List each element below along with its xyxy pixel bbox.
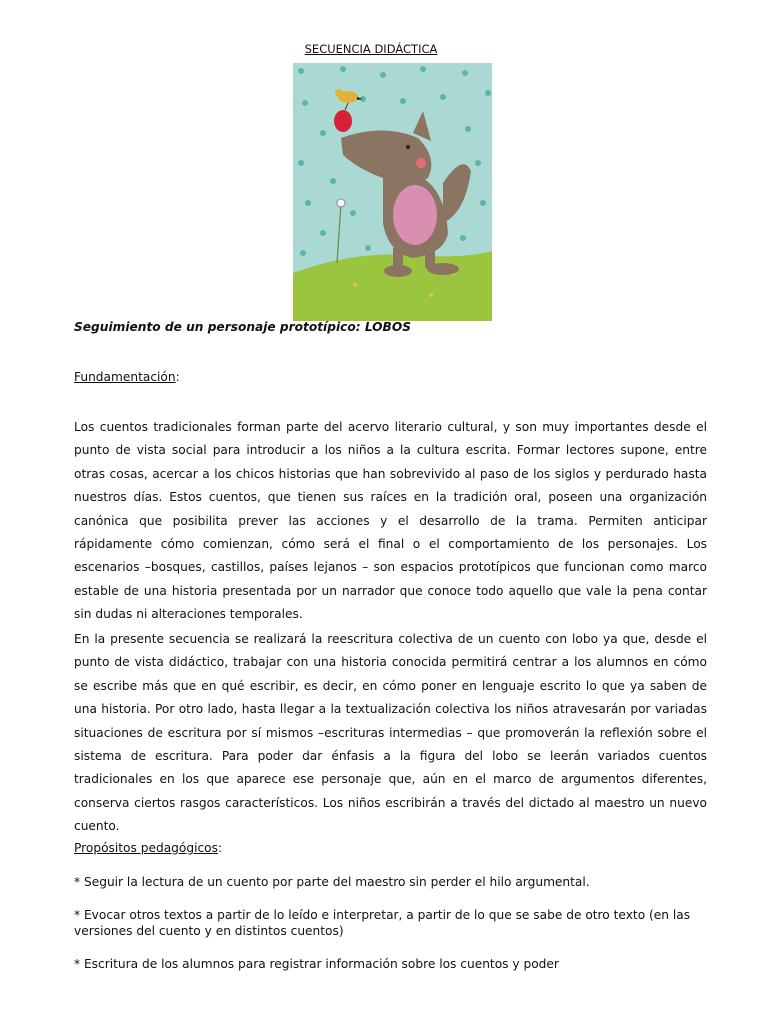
bullet-item: * Evocar otros textos a partir de lo leído e interpretar, a partir de lo que se sabe de otro texto (en las versiones del cuento y en distintos cuentos) — [74, 908, 691, 938]
wolf-foot-right — [427, 263, 459, 275]
paragraph-line: otras cosas, acercar a los chicos historias que han sobrevivido al paso de los siglos y perdurado hasta — [74, 466, 707, 481]
document-title-text: SECUENCIA DIDÁCTICA — [304, 42, 438, 56]
paragraph-line: tradicionales en los que aparece ese personaje que, aún en el marco de argumentos diferentes, — [74, 772, 707, 787]
paragraph-fundamentacion — [74, 419, 707, 630]
document-title — [0, 42, 742, 56]
wolf-foot-left — [384, 265, 412, 277]
paragraph-line: canónica que posibilita prever las acciones y el desarrollo de la trama. Permiten anticipar — [74, 513, 707, 528]
paragraph-line: sin dudas ni alteraciones temporales. — [74, 607, 303, 622]
paragraph-line: estable de una historia presentada por un narrador que conoce todo aquello que vale la pena contar — [74, 583, 707, 598]
paragraph-line: conserva ciertos rasgos característicos. Los niños escribirán a través del dictado al maestro un nuevo — [74, 795, 707, 810]
paragraph-line: rápidamente cómo comienzan, cómo será el final o el comportamiento de los personajes. Los — [74, 536, 707, 551]
red-balloon — [334, 110, 352, 132]
propositos-colon: : — [217, 841, 223, 855]
propositos-heading: Propósitos pedagógicos — [74, 841, 218, 855]
bullet-item: * Escritura de los alumnos para registrar información sobre los cuentos y poder — [74, 957, 559, 971]
section-fundamentacion-label — [74, 369, 180, 385]
paragraph-line: cuento. — [74, 819, 120, 834]
document-subtitle: Seguimiento de un personaje prototípico: LOBOS — [74, 320, 411, 334]
wolf-illustration — [293, 63, 492, 321]
section-propositos-label — [74, 840, 222, 856]
paragraph-line: En la presente secuencia se realizará la reescritura colectiva de un cuento con lobo ya que, desde el — [74, 632, 707, 646]
paragraph-line: situaciones de escritura por sí mismos –escrituras intermedias – que promoverán la reflexión sobre el — [74, 725, 707, 740]
paragraph-line: escenarios –bosques, castillos, países lejanos – son espacios prototípicos que funcionan como marco — [74, 560, 707, 575]
wolf-belly — [393, 185, 437, 245]
paragraph-line: nuestros días. Estos cuentos, que tienen sus raíces en la tradición oral, poseen una organización — [74, 490, 707, 505]
bullet-item: * Seguir la lectura de un cuento por parte del maestro sin perder el hilo argumental. — [74, 875, 590, 889]
paragraph-secuencia — [74, 631, 707, 842]
flower — [337, 199, 345, 207]
paragraph-line: Los cuentos tradicionales forman parte del acervo literario cultural, y son muy importantes desde el — [74, 420, 707, 434]
paragraph-line: se escribe más que en qué escribir, es decir, en cómo poner en lenguaje escrito lo que ya saben de — [74, 678, 707, 693]
paragraph-line: punto de vista didáctico, trabajar con una historia conocida permitirá centrar a los alumnos en cómo — [74, 655, 707, 670]
paragraph-line: sistema de escritura. Para poder dar énfasis a la figura del lobo se leerán variados cuentos — [74, 748, 707, 763]
fundamentacion-colon: : — [175, 370, 180, 384]
paragraph-line: una historia. Por otro lado, hasta llegar a la textualización colectiva los niños atravesarán por variadas — [74, 702, 707, 717]
fundamentacion-heading: Fundamentación — [74, 370, 176, 384]
paragraph-line: punto de vista social para introducir a los niños a la cultura escrita. Formar lectores supone, entre — [74, 443, 707, 458]
